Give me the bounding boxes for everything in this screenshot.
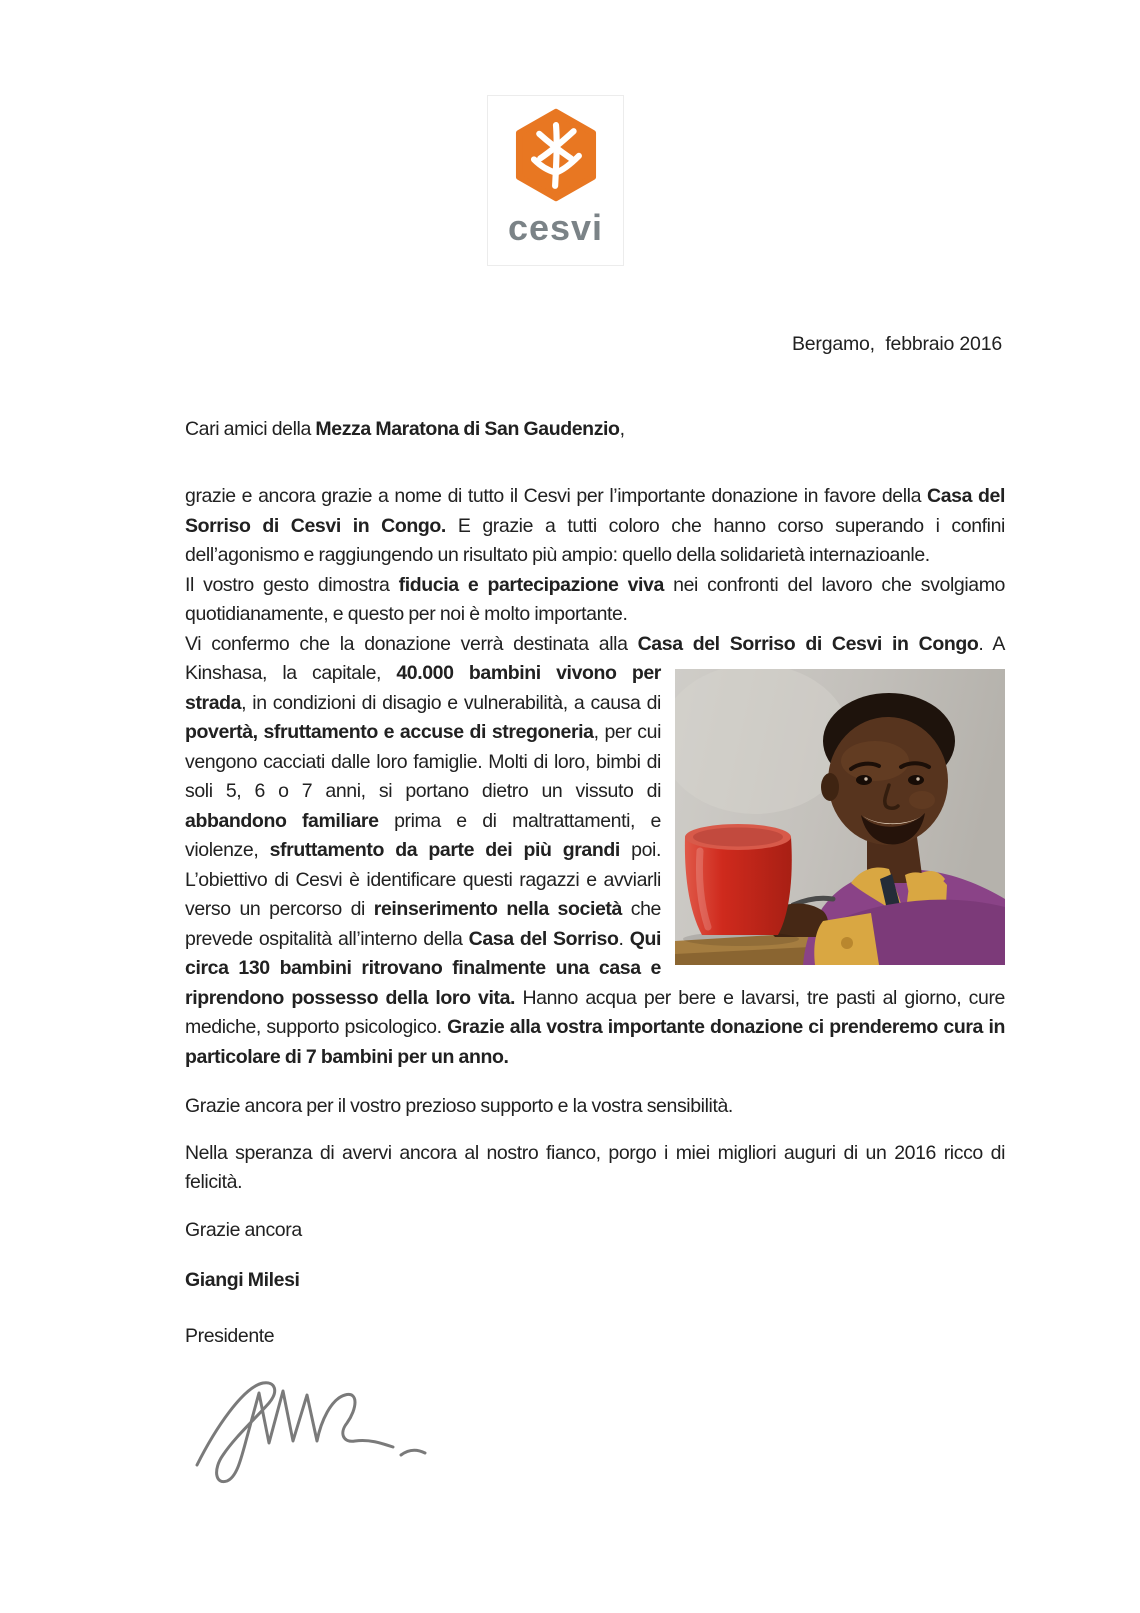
cesvi-logo: [487, 95, 624, 266]
run: prima e di maltrattamenti, e violenze,: [185, 809, 661, 861]
paragraph-gesture: [185, 571, 1005, 630]
salutation-comma: ,: [619, 417, 625, 440]
run: nei confronti del lavoro che svolgiamo quotidianamente, e questo per noi è molto importante.: [185, 573, 1005, 625]
run: la capitale,: [282, 662, 397, 684]
run: .: [618, 927, 630, 950]
cesvi-hexagon-icon: [512, 108, 600, 202]
salutation-bold: Mezza Maratona di San Gaudenzio: [315, 417, 620, 440]
run-bold: povertà, sfruttamento e accuse di stregoneria: [185, 721, 594, 743]
run: poi. L’obiettivo di Cesvi è identificare questi ragazzi e avviarli verso un percorso di: [185, 839, 661, 920]
run-bold: reinserimento nella società: [373, 898, 622, 920]
run-bold: Casa del Sorriso di Cesvi in Congo.: [185, 485, 1005, 537]
salutation-text: Cari amici della: [185, 417, 316, 440]
paragraph-donation: [185, 630, 1005, 1073]
run-bold: Casa del Sorriso: [468, 927, 619, 950]
paragraph-thanks: [185, 482, 1005, 571]
run: grazie e ancora grazie a nome di tutto il Cesvi per l’importante donazione in favore della: [185, 485, 928, 507]
run: E grazie a tutti coloro che hanno corso superando i confini dell’agonismo e raggiungendo un risultato più ampio: quello della solidarietà internazioanle.: [185, 514, 1005, 566]
paragraph-wishes: Nella speranza di avervi ancora al nostro fianco, porgo i miei migliori auguri di un 2016 ricco di felicità.: [185, 1141, 1005, 1193]
salutation: [185, 415, 1005, 445]
sender-name: Giangi Milesi: [185, 1269, 300, 1291]
run-bold: fiducia e partecipazione viva: [398, 573, 664, 596]
child-photo: [675, 669, 1005, 965]
date-line: Bergamo, febbraio 2016: [791, 333, 1002, 355]
sender-title: Presidente: [185, 1324, 275, 1347]
run-bold: Casa del Sorriso di Cesvi in Congo: [637, 632, 979, 655]
run: Il vostro gesto dimostra: [185, 573, 399, 596]
run: che prevede ospitalità all’interno della: [185, 898, 661, 950]
paragraph-thank-you: Grazie ancora per il vostro prezioso supporto e la vostra sensibilità.: [185, 1095, 733, 1117]
run: . A Kinshasa,: [185, 632, 1005, 684]
run-bold: Grazie alla vostra importante donazione ci prenderemo cura in particolare di 7 bambini per un anno.: [185, 1016, 1005, 1068]
letter-body: [0, 330, 1140, 1495]
run-bold: 40.000 bambini vivono per strada: [185, 662, 661, 714]
run: , in condizioni di disagio e vulnerabilità, a causa di: [241, 691, 661, 714]
run: , per cui vengono cacciati dalle loro famiglie. Molti di loro, bimbi di soli 5, 6 o 7 anni, si portano dietro un vissuto di: [185, 721, 662, 802]
run-bold: Qui circa 130 bambini ritrovano finalmente una casa e riprendono possesso della loro vita.: [185, 927, 662, 1009]
closing: Grazie ancora: [185, 1218, 302, 1241]
run-bold: abbandono familiare: [185, 809, 379, 832]
run: Vi confermo che la donazione verrà destinata alla: [185, 632, 638, 655]
run: Hanno acqua per bere e lavarsi, tre pasti al giorno, cure mediche, supporto psicologico.: [185, 986, 1005, 1038]
signature: [185, 1365, 435, 1495]
run-bold: sfruttamento da parte dei più grandi: [269, 839, 620, 861]
cesvi-wordmark: cesvi: [507, 207, 604, 248]
